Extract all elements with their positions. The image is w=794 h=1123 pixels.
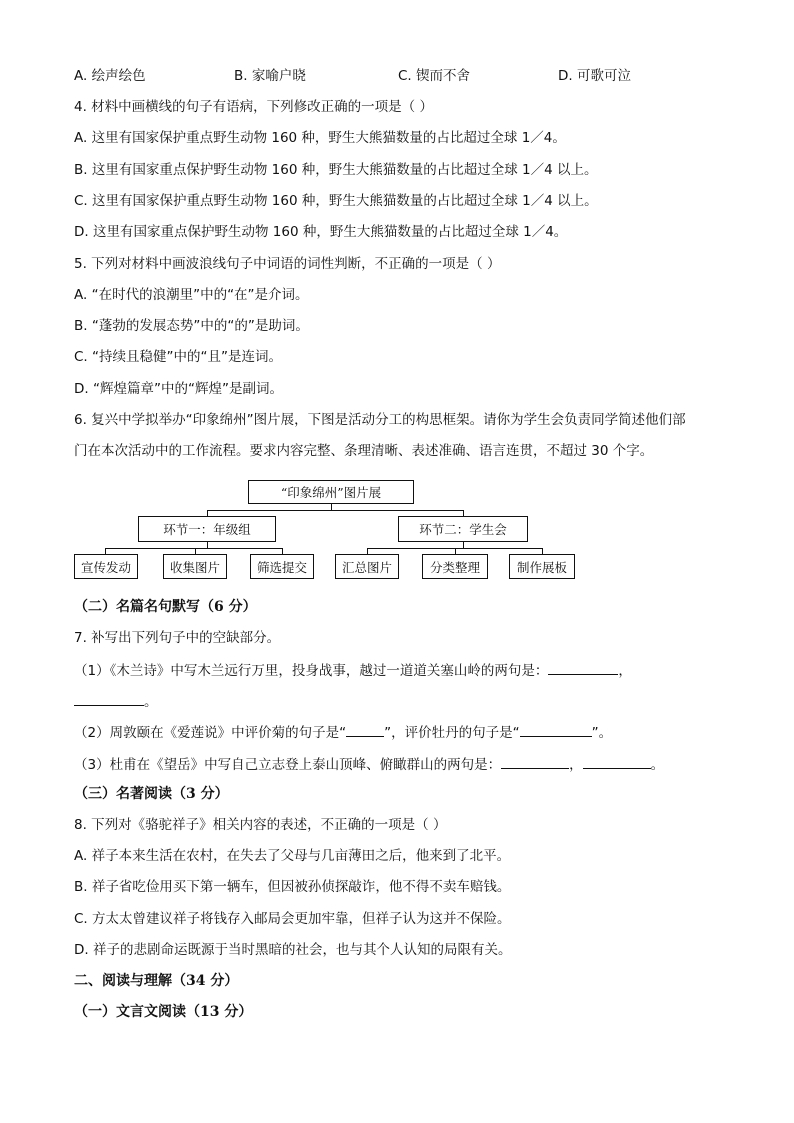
q7-2 (74, 722, 612, 743)
q4-option-d: D. 这里有国家重点保护野生动物 160 种，野生大熊猫数量的占比超过全球 1／4。 (74, 224, 568, 240)
q7-1-end: 。 (144, 694, 158, 710)
q3-option-a: A. 绘声绘色 (74, 68, 146, 84)
q4-option-c: C. 这里有国家保护重点野生动物 160 种，野生大熊猫数量的占比超过全球 1／4 以上。 (74, 193, 598, 209)
q5-stem: 5. 下列对材料中画波浪线句子中词语的词性判断，不正确的一项是（ ） (74, 256, 501, 272)
diagram-leaf: 收集图片 (163, 554, 227, 579)
q6-line-1: 6. 复兴中学拟举办“印象绵州”图片展，下图是活动分工的构思框架。请你为学生会负责同学简述他们部 (74, 412, 686, 428)
diagram-connector (105, 548, 282, 549)
section-heading-classics: （三）名著阅读（3 分） (74, 786, 229, 802)
q8-option-d: D. 祥子的悲剧命运既源于当时黑暗的社会，也与其个人认知的局限有关。 (74, 942, 512, 958)
q5-option-d: D. “辉煌篇章”中的“辉煌”是副词。 (74, 381, 283, 397)
diagram-leaf: 宣传发动 (74, 554, 138, 579)
q7-3 (74, 754, 664, 775)
q7-3-separator: ， (569, 757, 583, 773)
q7-1 (74, 660, 632, 681)
q7-3-text: （3）杜甫在《望岳》中写自己立志登上泰山顶峰、俯瞰群山的两句是： (74, 757, 502, 773)
q7-2-text-a: （2）周敦颐在《爱莲说》中评价菊的句子是“ (74, 725, 347, 741)
q7-1-text: （1）《木兰诗》中写木兰远行万里，投身战事，越过一道道关塞山岭的两句是： (74, 663, 549, 679)
q5-option-b: B. “蓬勃的发展态势”中的“的”是助词。 (74, 318, 309, 334)
answer-blank[interactable] (74, 691, 144, 706)
q6-line-2: 门在本次活动中的工作流程。要求内容完整、条理清晰、表述准确、语言连贯，不超过 30 个字。 (74, 443, 654, 459)
q3-option-c: C. 锲而不舍 (398, 68, 471, 84)
answer-blank[interactable] (520, 722, 592, 737)
q5-option-a: A. “在时代的浪潮里”中的“在”是介词。 (74, 287, 309, 303)
q7-1-separator: ， (618, 663, 632, 679)
diagram-leaf: 制作展板 (509, 554, 575, 579)
section-heading-recitation: （二）名篇名句默写（6 分） (74, 599, 257, 615)
diagram-leaf: 分类整理 (422, 554, 488, 579)
diagram-connector (207, 510, 463, 511)
q7-1-continued (74, 691, 158, 712)
answer-blank[interactable] (548, 660, 618, 675)
q8-option-a: A. 祥子本来生活在农村，在失去了父母与几亩薄田之后，他来到了北平。 (74, 848, 511, 864)
q7-stem: 7. 补写出下列句子中的空缺部分。 (74, 630, 281, 646)
q8-stem: 8. 下列对《骆驼祥子》相关内容的表述，不正确的一项是（ ） (74, 817, 447, 833)
part-heading-reading: 二、阅读与理解（34 分） (74, 973, 239, 989)
answer-blank[interactable] (346, 722, 384, 737)
diagram-leaf: 筛选提交 (250, 554, 314, 579)
diagram-leaf: 汇总图片 (335, 554, 399, 579)
q3-option-d: D. 可歌可泣 (558, 68, 631, 84)
answer-blank[interactable] (583, 754, 651, 769)
section-heading-classical-chinese: （一）文言文阅读（13 分） (74, 1004, 253, 1020)
q7-2-text-c: ”。 (591, 725, 613, 741)
q7-3-end: 。 (650, 757, 665, 773)
diagram-left-branch: 环节一：年级组 (138, 516, 276, 542)
q4-option-a: A. 这里有国家保护重点野生动物 160 种，野生大熊猫数量的占比超过全球 1／4。 (74, 130, 566, 146)
q7-2-text-b: ”，评价牡丹的句子是“ (384, 725, 520, 741)
answer-blank[interactable] (501, 754, 569, 769)
q4-option-b: B. 这里有国家重点保护野生动物 160 种，野生大熊猫数量的占比超过全球 1／4 以上。 (74, 162, 598, 178)
q5-option-c: C. “持续且稳健”中的“且”是连词。 (74, 349, 282, 365)
q4-stem: 4. 材料中画横线的句子有语病，下列修改正确的一项是（ ） (74, 99, 433, 115)
diagram-root: “印象绵州”图片展 (248, 480, 414, 504)
q8-option-c: C. 方太太曾建议祥子将钱存入邮局会更加牢靠，但祥子认为这并不保险。 (74, 911, 511, 927)
q8-option-b: B. 祥子省吃俭用买下第一辆车，但因被孙侦探敲诈，他不得不卖车赔钱。 (74, 879, 511, 895)
diagram-right-branch: 环节二：学生会 (398, 516, 528, 542)
q3-option-b: B. 家喻户晓 (234, 68, 306, 84)
